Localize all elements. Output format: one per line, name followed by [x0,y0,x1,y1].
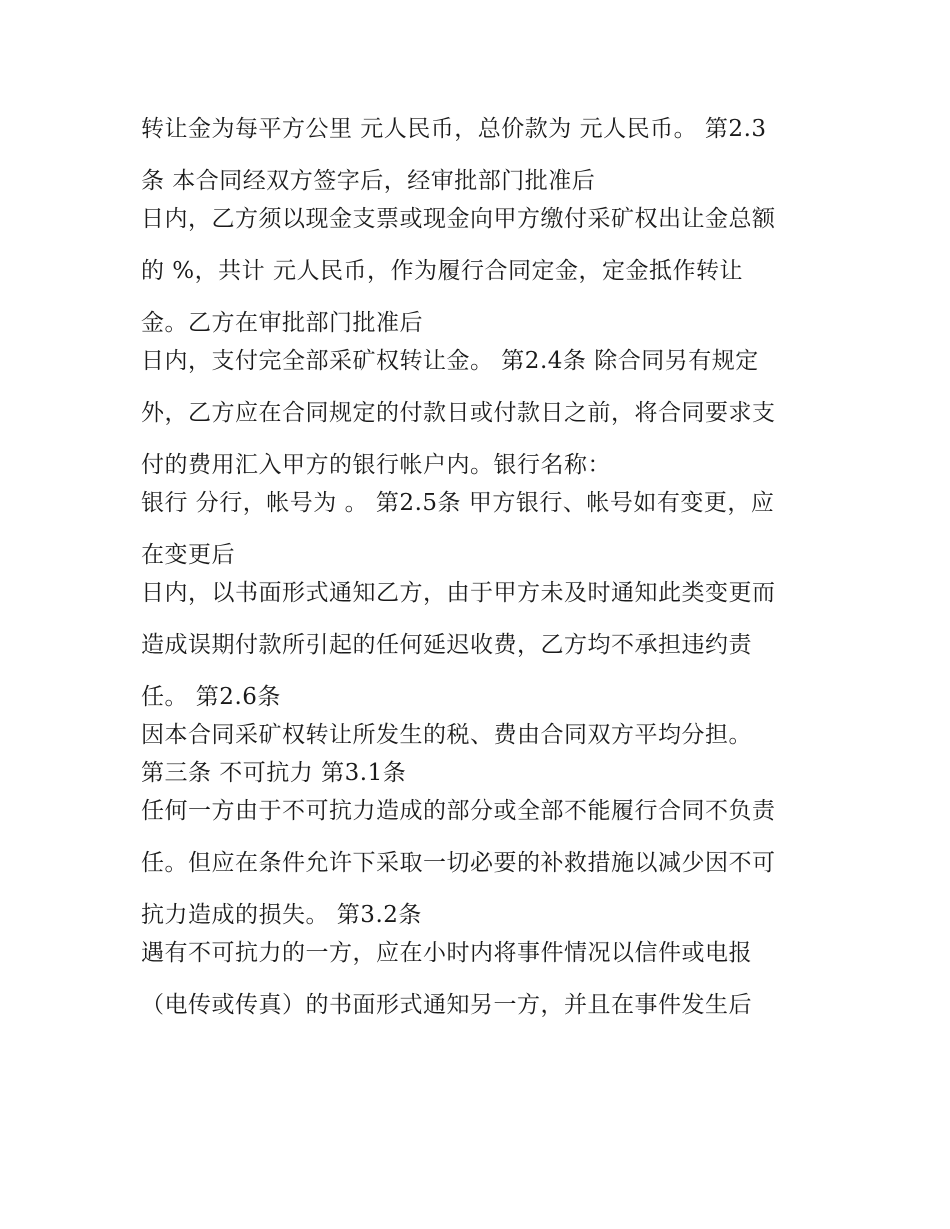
text-line: 任。但应在条件允许下采取一切必要的补救措施以减少因不可 [141,850,776,876]
text-line: 的 %，共计 元人民币，作为履行合同定金，定金抵作转让 [141,258,743,284]
text-line: 造成误期付款所引起的任何延迟收费，乙方均不承担违约责 [141,632,752,658]
text-line: 条 本合同经双方签字后，经审批部门批准后 [141,168,596,194]
text-line: 付的费用汇入甲方的银行帐户内。银行名称： [141,452,611,478]
text-line: 第三条 不可抗力 第3.1条 [141,760,407,786]
text-line: 抗力造成的损失。 第3.2条 [141,902,422,928]
text-line: 任。 第2.6条 [141,684,281,710]
text-line: （电传或传真）的书面形式通知另一方，并且在事件发生后 [141,992,752,1018]
text-line: 日内，乙方须以现金支票或现金向甲方缴付采矿权出让金总额 [141,206,776,232]
text-line: 外，乙方应在合同规定的付款日或付款日之前，将合同要求支 [141,400,776,426]
text-line: 任何一方由于不可抗力造成的部分或全部不能履行合同不负责 [141,798,776,824]
text-line: 银行 分行，帐号为 。 第2.5条 甲方银行、帐号如有变更，应 [141,490,775,516]
text-line: 因本合同采矿权转让所发生的税、费由合同双方平均分担。 [141,722,752,748]
text-line: 日内，以书面形式通知乙方，由于甲方未及时通知此类变更而 [141,580,776,606]
text-line: 在变更后 [141,542,235,568]
document-body [141,110,821,1024]
text-line: 转让金为每平方公里 元人民币，总价款为 元人民币。 第2.3 [141,116,767,142]
text-line: 日内，支付完全部采矿权转让金。 第2.4条 除合同另有规定 [141,348,759,374]
text-line: 遇有不可抗力的一方，应在小时内将事件情况以信件或电报 [141,940,752,966]
text-line: 金。乙方在审批部门批准后 [141,310,423,336]
